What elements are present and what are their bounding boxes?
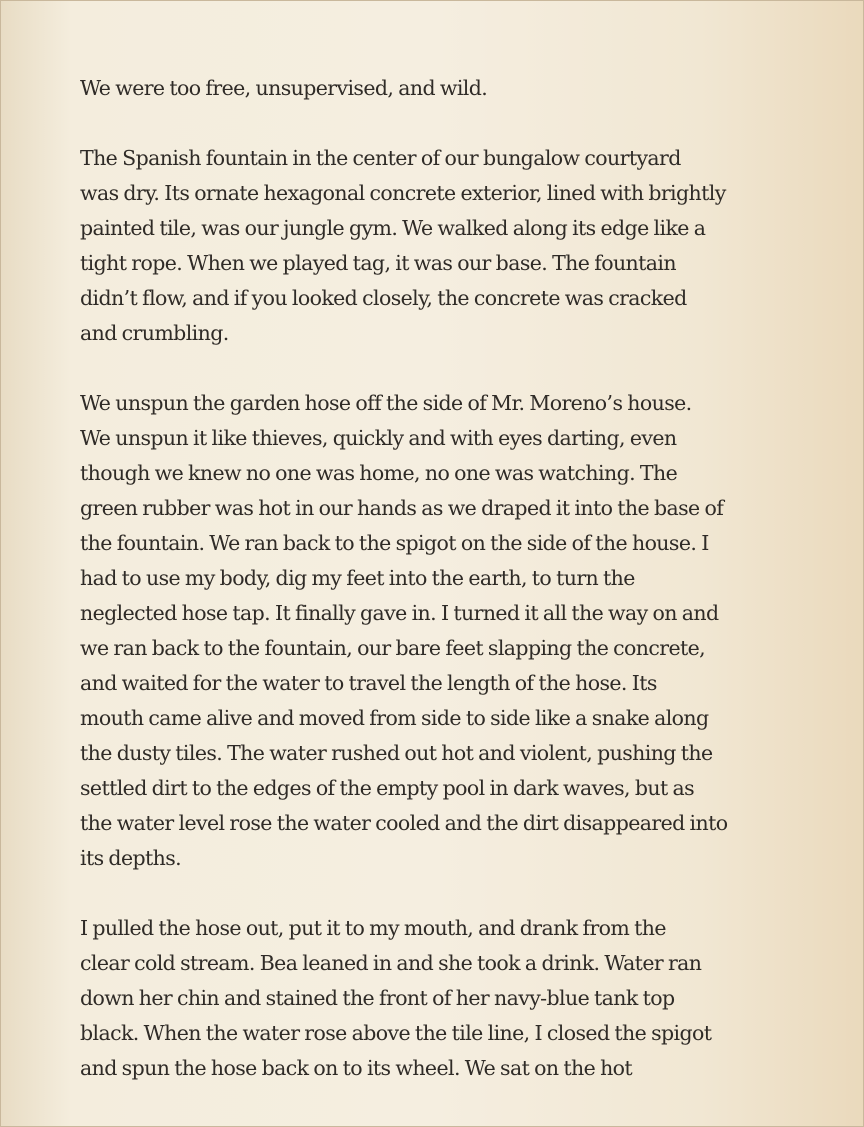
text-line: its depths. <box>80 846 182 870</box>
text-line: had to use my body, dig my feet into the earth, to turn the <box>80 566 635 590</box>
paragraph-3 <box>80 386 800 876</box>
text-line: I pulled the hose out, put it to my mouth, and drank from the <box>80 916 666 940</box>
paragraph-4 <box>80 911 800 1086</box>
paragraph-gap <box>80 876 800 911</box>
text-line: and waited for the water to travel the length of the hose. Its <box>80 671 657 695</box>
text-line: We unspun the garden hose off the side of Mr. Moreno’s house. <box>80 391 692 415</box>
text-line: and crumbling. <box>80 321 229 345</box>
text-line: and spun the hose back on to its wheel. We sat on the hot <box>80 1056 633 1080</box>
text-line: mouth came alive and moved from side to side like a snake along <box>80 706 709 730</box>
text-block <box>80 71 800 1086</box>
text-line: The Spanish fountain in the center of our bungalow courtyard <box>80 146 681 170</box>
paragraph-1 <box>80 71 800 106</box>
text-line: though we knew no one was home, no one was watching. The <box>80 461 678 485</box>
text-line: neglected hose tap. It finally gave in. I turned it all the way on and <box>80 601 719 625</box>
text-line: settled dirt to the edges of the empty pool in dark waves, but as <box>80 776 695 800</box>
text-line: the water level rose the water cooled and the dirt disappeared into <box>80 811 728 835</box>
text-line: was dry. Its ornate hexagonal concrete exterior, lined with brightly <box>80 181 726 205</box>
text-line: clear cold stream. Bea leaned in and she took a drink. Water ran <box>80 951 702 975</box>
paragraph-2 <box>80 141 800 351</box>
text-line: the fountain. We ran back to the spigot on the side of the house. I <box>80 531 709 555</box>
text-line: down her chin and stained the front of her navy-blue tank top <box>80 986 675 1010</box>
text-line: green rubber was hot in our hands as we draped it into the base of <box>80 496 724 520</box>
paragraph-gap <box>80 106 800 141</box>
text-line: painted tile, was our jungle gym. We walked along its edge like a <box>80 216 706 240</box>
text-line: the dusty tiles. The water rushed out hot and violent, pushing the <box>80 741 713 765</box>
text-line: tight rope. When we played tag, it was our base. The fountain <box>80 251 676 275</box>
text-line: black. When the water rose above the tile line, I closed the spigot <box>80 1021 712 1045</box>
paragraph-gap <box>80 351 800 386</box>
text-line: We were too free, unsupervised, and wild. <box>80 76 488 100</box>
text-line: didn’t flow, and if you looked closely, the concrete was cracked <box>80 286 687 310</box>
text-line: We unspun it like thieves, quickly and with eyes darting, even <box>80 426 677 450</box>
text-line: we ran back to the fountain, our bare feet slapping the concrete, <box>80 636 706 660</box>
